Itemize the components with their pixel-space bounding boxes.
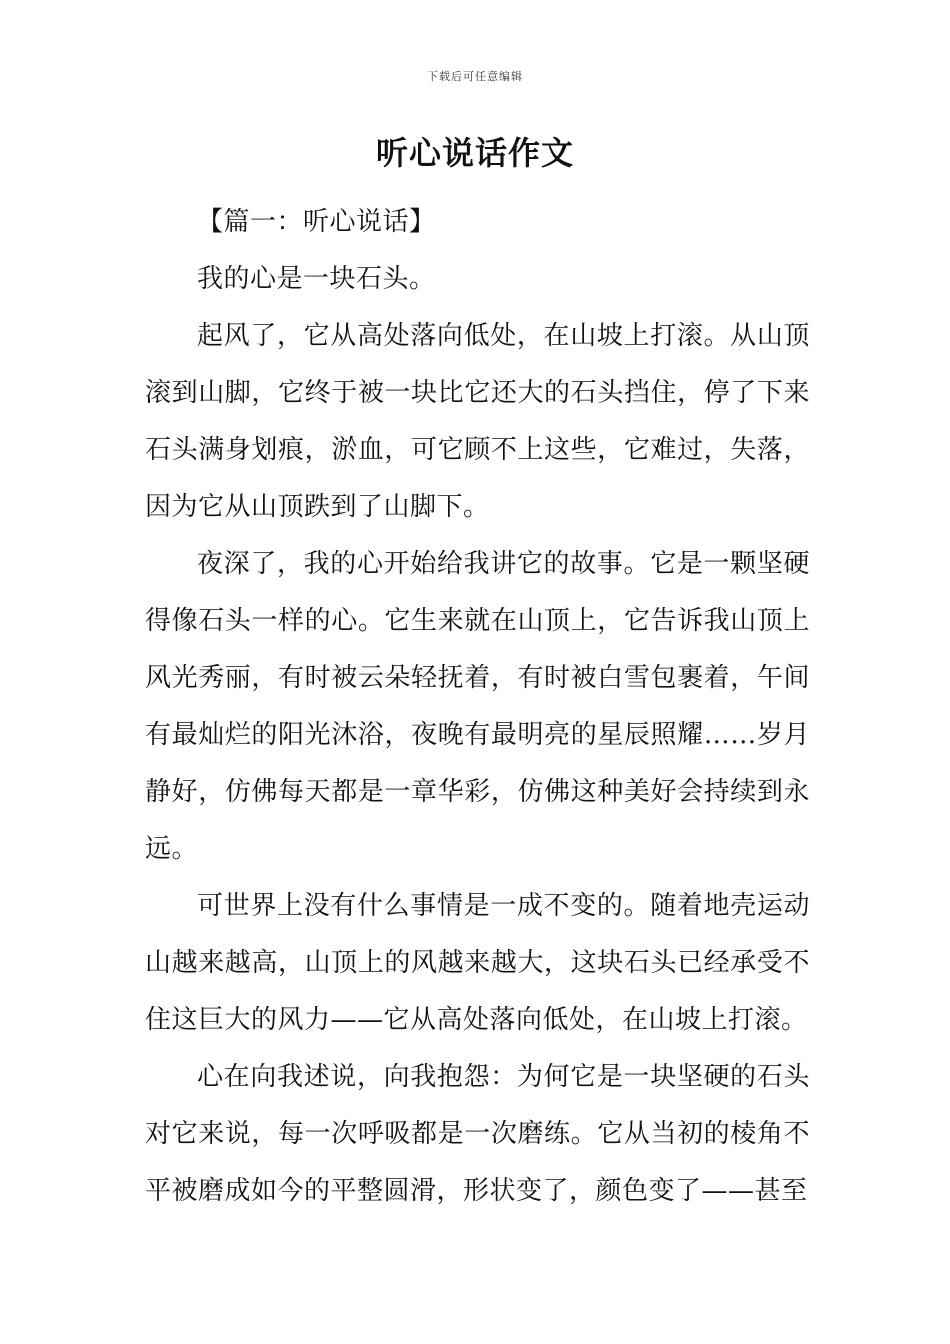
paragraph-5: 心在向我述说，向我抱怨：为何它是一块坚硬的石头对它来说，每一次呼吸都是一次磨练。它从当初的棱角不平被磨成如今的平整圆滑，形状变了，颜色变了——甚至: [145, 1062, 810, 1206]
document-body: [145, 194, 810, 1220]
paragraph-1: 我的心是一块石头。: [197, 264, 436, 294]
document-title: 听心说话作文: [375, 134, 574, 172]
paragraph-2: 起风了，它从高处落向低处，在山坡上打滚。从山顶滚到山脚，它终于被一块比它还大的石头挡住，停了下来石头满身划痕，淤血，可它顾不上这些，它难过，失落，因为它从山顶跌到了山脚下。: [145, 321, 810, 522]
paragraph-4: 可世界上没有什么事情是一成不变的。随着地壳运动山越来越高，山顶上的风越来越大，这块石头已经承受不住这巨大的风力——它从高处落向低处，在山坡上打滚。: [145, 891, 810, 1035]
paragraph-3: 夜深了，我的心开始给我讲它的故事。它是一颗坚硬得像石头一样的心。它生来就在山顶上，它告诉我山顶上风光秀丽，有时被云朵轻抚着，有时被白雪包裹着，午间有最灿烂的阳光沐浴，夜晚有最明亮的星辰照耀……岁月静好，仿佛每天都是一章华彩，仿佛这种美好会持续到永远。: [145, 549, 810, 864]
section-heading: 【篇一：听心说话】: [197, 207, 436, 237]
page-header-note: 下载后可任意编辑: [427, 70, 523, 83]
